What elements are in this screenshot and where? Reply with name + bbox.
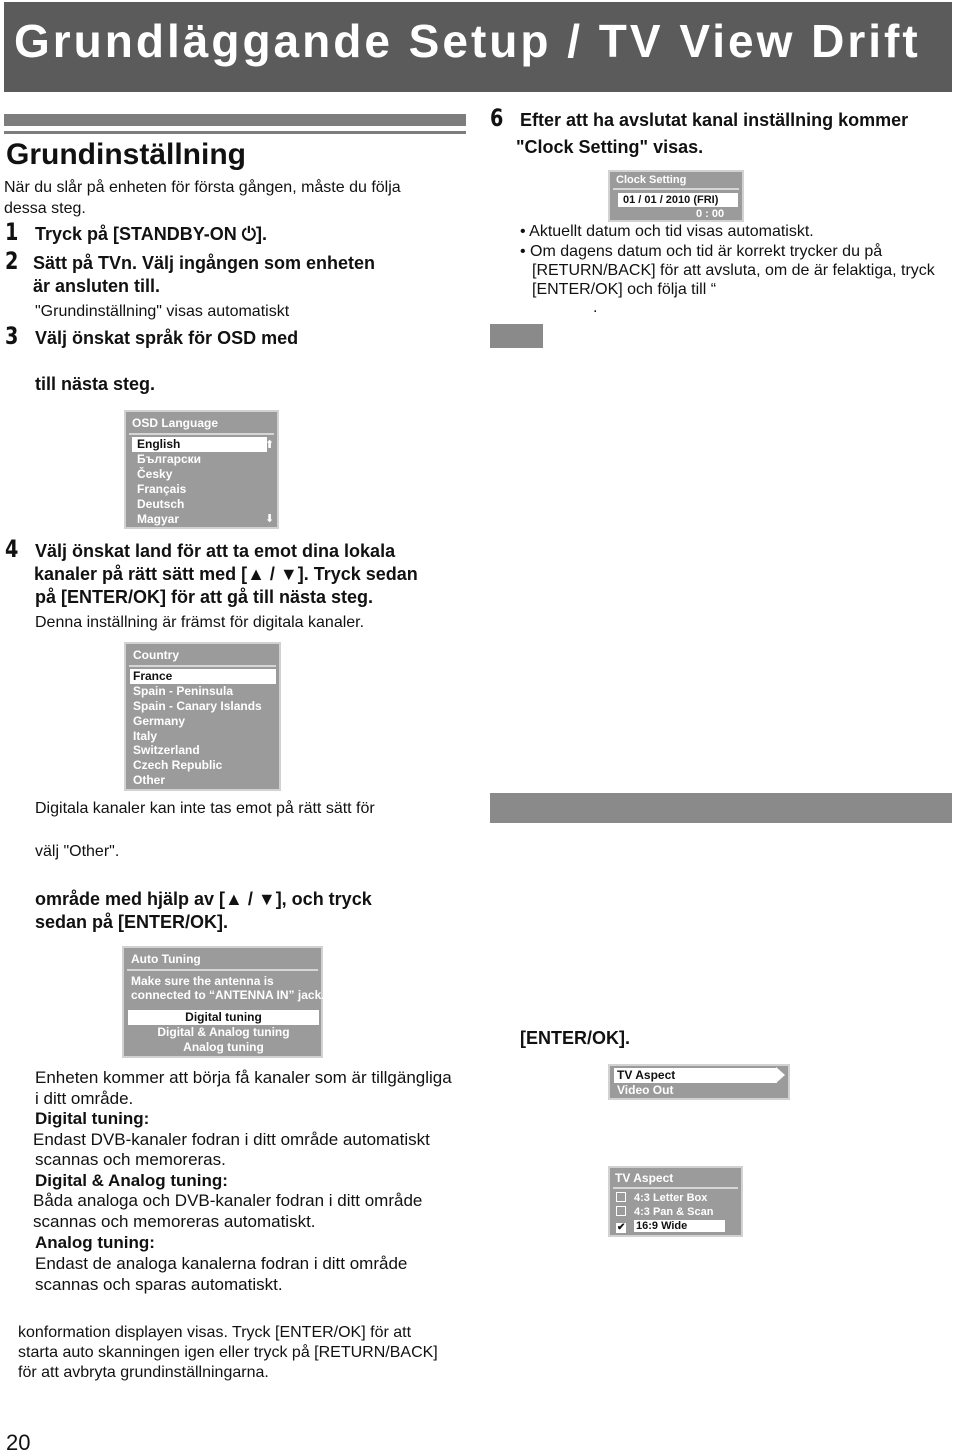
analog-tuning-label: Analog tuning: <box>35 1233 155 1252</box>
section-rule <box>4 114 466 126</box>
menu-item-video-out[interactable]: Video Out <box>617 1083 674 1097</box>
country-menu <box>124 642 281 791</box>
step-4-line-1: Välj önskat land för att ta emot dina lokala <box>35 541 396 561</box>
country-option[interactable]: Switzerland <box>133 743 200 757</box>
aspect-option-label: 16:9 Wide <box>634 1220 725 1232</box>
clock-time-field[interactable]: 0 : 00 <box>696 208 725 220</box>
osd-language-title: OSD Language <box>132 416 219 430</box>
auto-tuning-message-1: Make sure the antenna is <box>131 974 274 988</box>
menu-divider <box>613 1187 738 1189</box>
menu-divider <box>129 665 276 667</box>
section-bar <box>490 793 952 823</box>
step-6-number: 6 <box>490 104 504 132</box>
language-option[interactable]: Magyar <box>137 512 180 526</box>
scroll-down-icon[interactable]: ⬇ <box>265 513 275 525</box>
country-option[interactable]: Czech Republic <box>133 758 223 772</box>
step-3-continued: till nästa steg. <box>35 374 156 394</box>
analog-tuning-desc-2: scannas och sparas automatiskt. <box>35 1275 283 1294</box>
tuning-option[interactable]: Digital & Analog tuning <box>157 1025 290 1039</box>
step-4-number: 4 <box>5 535 19 563</box>
menu-divider <box>613 188 739 190</box>
language-option[interactable]: English <box>132 437 267 452</box>
auto-tuning-message-2: connected to “ANTENNA IN” jack. <box>131 988 325 1002</box>
digital-tuning-label: Digital tuning: <box>35 1109 150 1128</box>
menu-divider <box>127 969 318 971</box>
clock-date-field[interactable]: 01 / 01 / 2010 (FRI) <box>618 193 738 207</box>
language-option[interactable]: Български <box>137 452 202 466</box>
country-note-1: Digitala kanaler kan inte tas emot på rätt sätt för <box>35 800 375 817</box>
step-4-line-3: på [ENTER/OK] för att gå till nästa steg. <box>35 587 374 607</box>
clock-setting-menu <box>608 170 744 222</box>
step-4-line-2: kanaler på rätt sätt med [▲ / ▼]. Tryck sedan <box>34 564 418 584</box>
menu-divider <box>129 433 274 435</box>
step-2-line-1: Sätt på TVn. Välj ingången som enheten <box>33 253 376 273</box>
clock-bullet-1: • Aktuellt datum och tid visas automatiskt. <box>520 223 814 240</box>
confirm-line-1: konformation displayen visas. Tryck [ENTER/OK] för att <box>18 1324 412 1341</box>
step-1-text: Tryck på [STANDBY-ON ⏻]. <box>35 224 267 244</box>
country-option[interactable]: Germany <box>133 714 186 728</box>
digital-analog-desc-2: scannas och memoreras automatiskt. <box>33 1212 316 1231</box>
digital-tuning-desc-2: scannas och memoreras. <box>35 1150 226 1169</box>
scroll-up-icon[interactable]: ⬆ <box>265 439 275 451</box>
step-5-line-2: sedan på [ENTER/OK]. <box>35 912 229 932</box>
menu-item-tv-aspect[interactable]: TV Aspect <box>614 1068 777 1083</box>
checked-checkbox-icon[interactable]: ✔ <box>617 1222 626 1233</box>
language-option[interactable]: Deutsch <box>137 497 185 511</box>
submenu-arrow-icon[interactable] <box>776 1067 785 1083</box>
step-6-line-2: "Clock Setting" visas. <box>516 137 704 157</box>
country-option[interactable]: Spain - Peninsula <box>133 684 234 698</box>
tv-aspect-title: TV Aspect <box>615 1171 674 1185</box>
clock-setting-title: Clock Setting <box>616 174 687 186</box>
country-note-2: välj "Other". <box>35 843 120 860</box>
step-2-line-2: är ansluten till. <box>33 276 161 296</box>
clock-bullet-end: . <box>593 299 598 316</box>
aspect-option-label: 4:3 Letter Box <box>634 1192 708 1204</box>
auto-tuning-menu <box>122 946 323 1058</box>
enter-ok-label: [ENTER/OK]. <box>520 1028 630 1048</box>
clock-bullet-2-cont-2: [ENTER/OK] och följa till “ <box>532 281 717 298</box>
tuning-option[interactable]: Digital tuning <box>128 1010 319 1025</box>
step-2-note: "Grundinställning" visas automatiskt <box>35 303 290 320</box>
gray-marker <box>490 324 543 348</box>
aspect-option-letterbox[interactable] <box>616 1191 707 1205</box>
setup-menu <box>608 1064 790 1100</box>
step-6-line-1: Efter att ha avslutat kanal inställning kommer <box>520 110 909 130</box>
page-number: 20 <box>6 1430 31 1455</box>
country-option[interactable]: Other <box>133 773 166 787</box>
section-rule-thin <box>4 131 466 134</box>
digital-analog-label: Digital & Analog tuning: <box>35 1171 228 1190</box>
step-3-number: 3 <box>5 322 19 350</box>
step-1-number: 1 <box>5 218 19 246</box>
language-option[interactable]: Français <box>137 482 187 496</box>
analog-tuning-desc-1: Endast de analoga kanalerna fodran i ditt område <box>35 1254 408 1273</box>
step-5-line-1: område med hjälp av [▲ / ▼], och tryck <box>35 889 372 909</box>
country-option[interactable]: Spain - Canary Islands <box>133 699 262 713</box>
tuning-text-2: i ditt område. <box>35 1089 134 1108</box>
clock-bullet-2-cont: [RETURN/BACK] för att avsluta, om de är felaktiga, tryck <box>532 262 935 279</box>
checkbox-icon[interactable] <box>616 1206 626 1216</box>
country-option[interactable]: Italy <box>133 729 158 743</box>
tuning-text-1: Enheten kommer att börja få kanaler som är tillgängliga <box>35 1068 452 1087</box>
section-heading: Grundinställning <box>6 138 246 171</box>
aspect-option-wide[interactable] <box>616 1219 725 1233</box>
country-option[interactable]: France <box>130 669 276 684</box>
digital-tuning-desc-1: Endast DVB-kanaler fodran i ditt område automatiskt <box>33 1130 430 1149</box>
intro-line-1: När du slår på enheten för första gången, måste du följa <box>4 179 401 196</box>
step-3-text: Välj önskat språk för OSD med <box>35 328 299 348</box>
tv-aspect-menu <box>608 1166 743 1237</box>
confirm-line-3: för att avbryta grundinställningarna. <box>18 1364 269 1381</box>
aspect-option-label: 4:3 Pan & Scan <box>634 1206 714 1218</box>
tuning-option[interactable]: Analog tuning <box>183 1040 264 1054</box>
osd-language-menu <box>124 410 279 529</box>
step-4-note: Denna inställning är främst för digitala kanaler. <box>35 614 365 631</box>
language-option[interactable]: Česky <box>137 467 173 481</box>
country-title: Country <box>133 648 179 662</box>
digital-analog-desc-1: Båda analoga och DVB-kanaler fodran i ditt område <box>33 1191 423 1210</box>
confirm-line-2: starta auto skanningen igen eller tryck på [RETURN/BACK] <box>18 1344 438 1361</box>
checkbox-icon[interactable] <box>616 1192 626 1202</box>
page-title: Grundläggande Setup / TV View Drift <box>14 15 921 67</box>
aspect-option-panscan[interactable] <box>616 1205 713 1219</box>
auto-tuning-title: Auto Tuning <box>131 952 201 966</box>
intro-line-2: dessa steg. <box>4 200 86 217</box>
clock-bullet-2: • Om dagens datum och tid är korrekt trycker du på <box>520 243 883 260</box>
step-2-number: 2 <box>5 247 19 275</box>
